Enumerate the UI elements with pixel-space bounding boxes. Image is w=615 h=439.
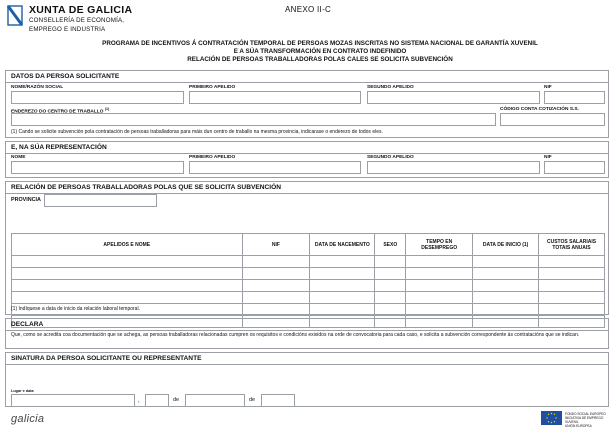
xunta-logo <box>7 4 132 33</box>
representative-section-title: E, NA SÚA REPRESENTACIÓN <box>11 144 107 151</box>
province-field[interactable] <box>44 194 157 207</box>
galicia-logo-text: galicia <box>11 413 45 425</box>
table-cell[interactable] <box>406 280 473 292</box>
table-row <box>12 256 605 268</box>
xunta-shield-icon <box>7 5 23 27</box>
eu-funding-line3: UNIÓN EUROPEA <box>565 424 592 428</box>
table-cell[interactable] <box>310 280 375 292</box>
rep-name-label: NOME <box>11 155 26 160</box>
program-title-line3: RELACIÓN DE PERSOAS TRABALLADORAS POLAS CALES SE SOLICITA SUBVENCIÓN <box>187 56 453 63</box>
table-cell[interactable] <box>12 256 243 268</box>
col-header-name: APELIDOS E NOME <box>12 234 243 256</box>
annex-code: ANEXO II-C <box>285 5 332 14</box>
applicant-surname1-label: PRIMEIRO APELIDO <box>189 85 236 90</box>
table-cell[interactable] <box>242 280 310 292</box>
workplace-address-footnote-ref: (1) <box>104 107 110 111</box>
table-cell[interactable] <box>242 268 310 280</box>
applicant-section <box>5 70 609 138</box>
month-field[interactable] <box>185 394 245 407</box>
table-cell[interactable] <box>12 268 243 280</box>
table-cell[interactable] <box>310 292 375 304</box>
table-cell[interactable] <box>375 256 406 268</box>
signature-section <box>5 352 609 407</box>
table-cell[interactable] <box>406 292 473 304</box>
representative-section <box>5 141 609 178</box>
col-header-nif: NIF <box>242 234 310 256</box>
program-title-line2: E A SÚA TRANSFORMACIÓN EN CONTRATO INDEFINIDO <box>233 48 407 55</box>
applicant-surname2-field[interactable] <box>367 91 540 104</box>
rep-nif-field[interactable] <box>544 161 605 174</box>
table-cell[interactable] <box>310 256 375 268</box>
applicant-name-label: NOME/RAZÓN SOCIAL <box>11 85 64 90</box>
place-field[interactable] <box>11 394 135 407</box>
signature-section-title: SINATURA DA PERSOA SOLICITANTE OU REPRESENTANTE <box>11 355 202 362</box>
table-cell[interactable] <box>539 304 605 316</box>
table-cell[interactable] <box>375 292 406 304</box>
table-cell[interactable] <box>12 280 243 292</box>
table-cell[interactable] <box>406 268 473 280</box>
applicant-nif-field[interactable] <box>544 91 605 104</box>
col-header-salary-costs: CUSTOS SALARIAIS TOTAIS ANUAIS <box>539 234 605 256</box>
applicant-footnote: (1) Cando se solicite subvención pola contratación de persoas traballadoras para máis dun centro de traballo na mesma provincia, indicarase o enderezo de todos eles. <box>11 129 383 135</box>
program-title-line1: PROGRAMA DE INCENTIVOS Á CONTRATACIÓN TEMPORAL DE PERSOAS MOZAS INSCRITAS NO SISTEMA NACIONAL DE GARANTÍA XUVENIL <box>102 40 538 47</box>
applicant-nif-label: NIF <box>544 85 552 90</box>
of-separator-1: de <box>173 397 180 403</box>
declaration-section <box>5 318 609 349</box>
table-row <box>12 280 605 292</box>
rep-surname1-label: PRIMEIRO APELIDO <box>189 155 236 160</box>
eu-funding-text <box>565 412 615 428</box>
table-cell[interactable] <box>473 256 539 268</box>
table-cell[interactable] <box>375 280 406 292</box>
eu-funding-line1: FONDO SOCIAL EUROPEO <box>565 412 606 416</box>
rep-surname2-field[interactable] <box>367 161 540 174</box>
table-cell[interactable] <box>310 304 375 316</box>
workers-table <box>11 233 605 328</box>
ss-code-field[interactable] <box>500 113 605 126</box>
table-cell[interactable] <box>473 280 539 292</box>
table-cell[interactable] <box>242 292 310 304</box>
table-cell[interactable] <box>539 268 605 280</box>
table-cell[interactable] <box>242 256 310 268</box>
declaration-section-title: DECLARA <box>11 321 44 328</box>
galicia-footer-logo <box>11 413 44 425</box>
table-cell[interactable] <box>310 268 375 280</box>
table-cell[interactable] <box>473 292 539 304</box>
col-header-start-date: DATA DE INICIO (1) <box>473 234 539 256</box>
applicant-surname1-field[interactable] <box>189 91 361 104</box>
table-cell[interactable] <box>539 292 605 304</box>
table-cell[interactable] <box>242 304 310 316</box>
col-header-unemployment-time: TEMPO EN DESEMPREGO <box>406 234 473 256</box>
rep-nif-label: NIF <box>544 155 552 160</box>
workers-section <box>5 181 609 315</box>
table-cell[interactable] <box>375 304 406 316</box>
section-divider <box>6 364 608 365</box>
workers-table-header <box>12 234 605 256</box>
org-department-line2: EMPREGO E INDUSTRIA <box>29 25 106 33</box>
table-row <box>12 268 605 280</box>
table-cell[interactable] <box>473 268 539 280</box>
applicant-name-field[interactable] <box>11 91 184 104</box>
section-divider <box>6 82 608 83</box>
workers-footnote: (1) Indíquese a data de inicio da relación laboral temporal. <box>11 306 140 312</box>
of-separator-2: de <box>249 397 256 403</box>
col-header-birthdate: DATA DE NACEMENTO <box>310 234 375 256</box>
org-department-line1: CONSELLERÍA DE ECONOMÍA, <box>29 17 125 24</box>
rep-name-field[interactable] <box>11 161 184 174</box>
table-cell[interactable] <box>12 292 243 304</box>
workers-table-body <box>12 256 605 328</box>
section-divider <box>6 153 608 154</box>
table-cell[interactable] <box>375 268 406 280</box>
col-header-sex: SEXO <box>375 234 406 256</box>
program-title <box>60 40 580 64</box>
eu-funding-line2: INICIATIVA DE EMPREGO XUVENIL <box>565 416 604 424</box>
day-field[interactable] <box>145 394 169 407</box>
year-field[interactable] <box>261 394 295 407</box>
rep-surname2-label: SEGUNDO APELIDO <box>367 155 414 160</box>
workers-section-title: RELACIÓN DE PERSOAS TRABALLADORAS POLAS QUE SE SOLICITA SUBVENCIÓN <box>11 184 281 191</box>
table-cell[interactable] <box>406 304 473 316</box>
rep-surname1-field[interactable] <box>189 161 361 174</box>
table-cell[interactable] <box>539 256 605 268</box>
table-cell[interactable] <box>539 280 605 292</box>
declaration-text: Que, como se acredita coa documentación que se achega, as persoas traballadoras relacionadas cumpren os requisitos e condicións exixidos na orde de convocatoria para cada caso, e solicita a subvención correspondente ás contratacións que se indican. <box>11 332 580 338</box>
org-name: XUNTA DE GALICIA <box>29 4 133 16</box>
section-divider <box>6 330 608 331</box>
applicant-surname2-label: SEGUNDO APELIDO <box>367 85 414 90</box>
eu-flag-icon <box>541 411 562 425</box>
province-label: PROVINCIA <box>11 197 41 203</box>
workplace-address-field[interactable] <box>11 113 496 126</box>
place-date-label: Lugar e data <box>11 389 34 393</box>
ss-code-label: CÓDIGO CONTA COTIZACIÓN S.S. <box>500 107 579 112</box>
applicant-section-title: DATOS DA PERSOA SOLICITANTE <box>11 73 120 80</box>
table-cell[interactable] <box>406 256 473 268</box>
comma-separator: , <box>138 398 140 404</box>
table-cell[interactable] <box>473 304 539 316</box>
table-row <box>12 292 605 304</box>
